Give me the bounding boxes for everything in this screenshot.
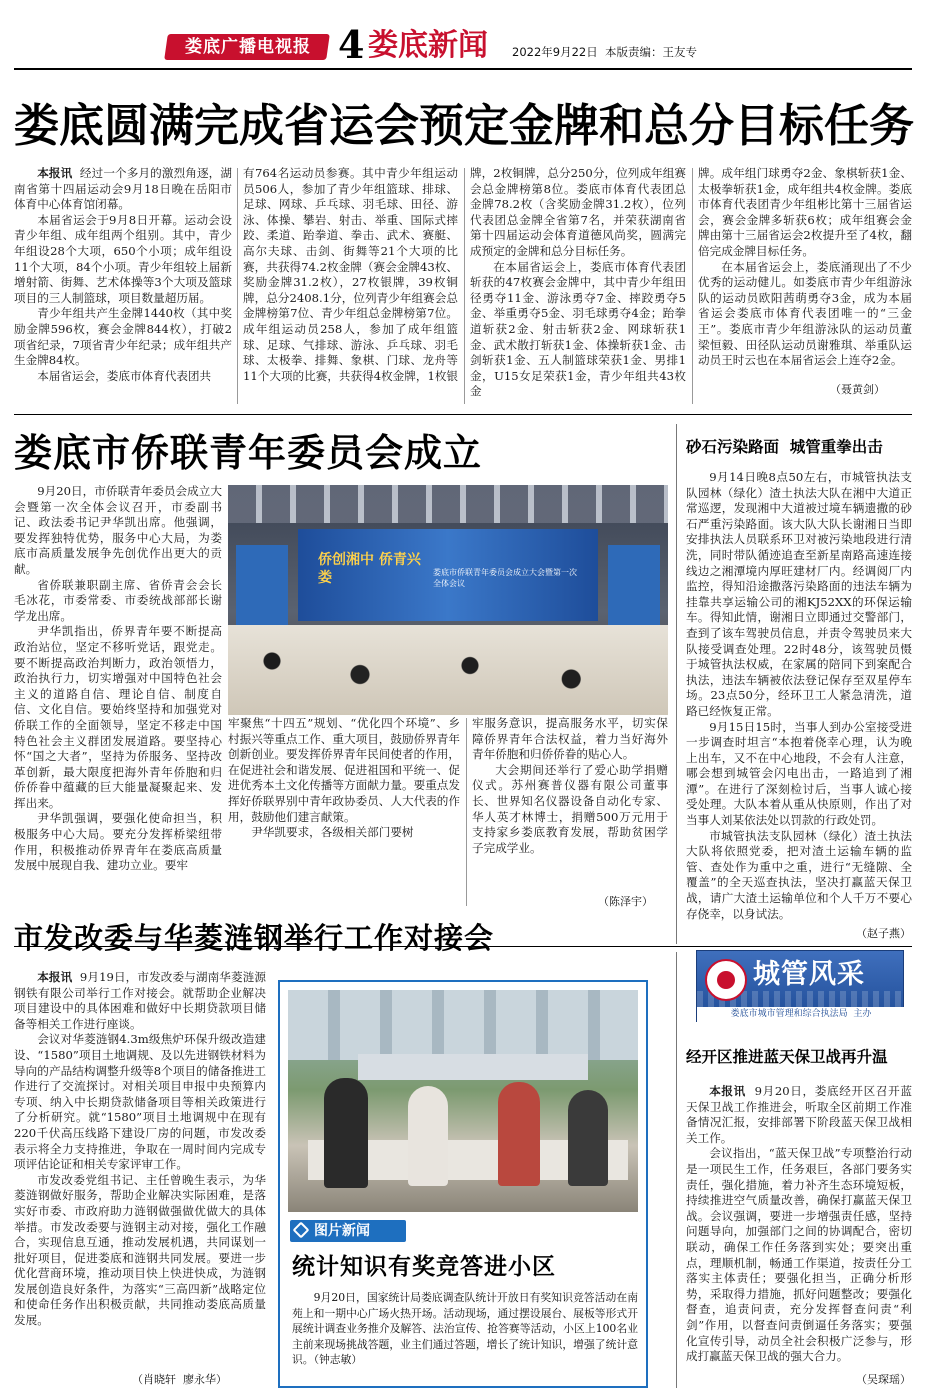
a6-p2: 会议指出，“蓝天保卫战”专项整治行动是一项民生工作，任务艰巨，各部门要务实责任，强化措施，着力补齐生态环境短板，持续推进空气质量改善，确保打赢蓝天保卫战。会议强调，要进一步增强责任感，坚持问题导向，加强部门之间的协调配合，密切联动，确保工作任务落到实处；要突出重点，理顺机制，畅通工作渠道，按责任分工落实主体责任；要强化担当，正确分析形势，采取得力措施，抓好问题整改；要强化督查，追责问责，充分发挥督查问责“利剑”作用，以督查问责倒逼任务落实；要强化宣传引导，动员全社会积极广泛参与，形成打赢蓝天保卫战的强大合力。 bbox=[686, 1146, 912, 1364]
a5-event-photo bbox=[288, 990, 638, 1212]
a4-p2: 会议对华菱涟钢4.3m级焦炉环保升级改造建设、“1580”项目土地调规、及以先进钢铁材料为导向的产品结构调整升级等8个项目的储备推进工作进行了交流探讨。对相关项目申报中央预算内专项、纳入中长期贷款储备项目等相关政策进行了分析研究。就“1580”项目土地调规中在现有220千伏高压线路下建设厂房的问题，市发改委表示将全力支持推进，争取在一周时间内完成专项评估论证和相关专家评审工作。 bbox=[14, 1032, 266, 1172]
section-rule bbox=[14, 414, 912, 415]
a5-caption: 9月20日，国家统计局娄底调查队统计开放日有奖知识竞答活动在南苑上和一期中心广场火热开场。活动现场，通过摆设展台、展板等形式开展统计调查业务推介及解答、法治宣传、抢答赛等活动，小区上100名业主前来现场挑战答题，业主们通过答题，增长了统计知识，增强了统计意识。 bbox=[292, 1291, 638, 1366]
a6-p1: 9月20日，娄底经开区召开蓝天保卫战工作推进会，听取全区前期工作准备情况汇报，安排部署下阶段蓝天保卫战相关工作。 bbox=[686, 1084, 912, 1145]
audience bbox=[228, 625, 668, 715]
a3-p1: 9月14日晚8点50左右，市城管执法支队园林（绿化）渣土执法大队在湘中大道正常巡逻，发现湘中大道被过境车辆遗撒的砂石严重污染路面。该大队大队长谢湘日当即安排执法人员联系环卫对被污染地段进行清洗，同时带队循迹追查至新星南路高速连接线边之湘潭境内厚旺建材厂内。经调阅厂内监控，得知沿途撒落污染路面的违法车辆为挂靠共享运输公司的湘KJ52XX的环保运输车。得知此情，谢湘日立即通过交警部门，查到了该车驾驶员信息，并责令驾驶员来大队接受调查处理。22时48分，该驾驶员慑于城管执法权威，在家属的陪同下到案配合执法，违法车辆被依法登记保存至双星停车场。23点50分，经环卫工人紧急清洗，道路已经恢复正常。 bbox=[686, 470, 912, 718]
a4-credit: （肖晓轩 廖永华） bbox=[132, 1373, 227, 1386]
date-editor: 2022年9月22日 本版责编：王友专 bbox=[512, 45, 698, 59]
a4-byline: 本报讯 bbox=[37, 970, 73, 984]
a6-body bbox=[686, 1084, 912, 1374]
headline-a3: 砂石污染路面 城管重拳出击 bbox=[686, 438, 883, 456]
a6-credit: （吴琛瑶） bbox=[852, 1372, 911, 1388]
a1-c4-p2: 在本届省运会上，娄底涌现出了不少优秀的运动健儿。如娄底市青少年组游泳队的运动员欧阳茜萌勇夺3金，成为本届省运会娄底市体育代表团唯一的“三金王”。娄底市青少年组游泳队的运动员董梁恒毅、田径队运动员谢雅琪、举重队运动员王时云也在本届省运会上连夺2金。 bbox=[698, 259, 912, 368]
a1-c2-p1: 有764名运动员参赛。其中青少年组运动员506人，参加了青少年组篮球、排球、足球、网球、乒乓球、羽毛球、田径、游泳、体操、攀岩、射击、举重、国际式摔跤、柔道、跆拳道、拳击、武术、赛艇、高尔夫球、击剑、街舞等21个大项的比赛，共获得74.2枚金牌（赛会金牌43枚、奖励金牌31.2枚），27枚银牌，39枚铜牌，总分2408.1分，位列青少年组赛会总金牌榜第7位、青少年组总金牌榜第7位。成年组运动员258人，参加了成年组篮球、足球、气排球、游泳、乒乓球、羽毛球、太极拳、排舞、象棋、门球、龙舟等11个大项的比赛，共获得4枚金牌，1枚银 bbox=[243, 166, 458, 383]
column-divider bbox=[692, 168, 693, 404]
a2-mid bbox=[228, 716, 460, 912]
a1-byline: 本报讯 bbox=[37, 166, 73, 180]
a6-byline: 本报讯 bbox=[709, 1084, 746, 1098]
banner-subtext: 娄底市侨联青年委员会成立大会暨第一次全体会议 bbox=[433, 568, 577, 588]
ceiling-lights bbox=[228, 485, 668, 523]
a1-col4 bbox=[698, 166, 912, 398]
a2-right-p2: 大会期间还举行了爱心助学捐赠仪式。苏州赛普仪器有限公司董事长、世界知名仪器设备自动化专家、华人英才林博士，捐赠500万元用于支持家乡娄底教育发展，帮助贫困学子完成学业。 bbox=[472, 762, 668, 855]
masthead bbox=[0, 0, 926, 80]
a5-credit: （钟志敏） bbox=[313, 1353, 363, 1366]
person-2 bbox=[408, 1086, 448, 1186]
person-3 bbox=[498, 1082, 540, 1186]
a2-meeting-photo bbox=[228, 485, 668, 715]
headline-a5: 统计知识有奖竞答进小区 bbox=[292, 1254, 556, 1280]
side-screen-left bbox=[236, 545, 288, 637]
a2-mid-p2: 尹华凯要求，各级相关部门要树 bbox=[251, 825, 414, 840]
page-number: 4 bbox=[338, 22, 365, 67]
a2-left-p3: 尹华凯指出，侨界青年要不断提高政治站位，坚定不移听党话，跟党走。要不断提高政治判断力，政治领悟力，政治执行力，切实增强对中国特色社会主义的道路自信、理论自信、制度自信、文化自信。要始终坚持和加强党对侨联工作的全面领导，坚定不移走中国特色社会主义群团发展道路。要坚持心怀“国之大者”，坚持为侨服务、坚持改革创新，最大限度把海外青年侨胞和归侨侨眷中蕴藏的巨大能量凝聚起来、发挥出来。 bbox=[14, 624, 222, 810]
column-divider bbox=[466, 718, 467, 906]
a2-right bbox=[472, 716, 668, 894]
a1-col2 bbox=[243, 166, 458, 412]
a1-c1-p1: 经过一个多月的激烈角逐，湖南省第十四届运动会9月18日晚在岳阳市体育中心体育馆闭幕。 bbox=[14, 166, 232, 212]
a1-c1-p4: 本届省运会，娄底市体育代表团共 bbox=[37, 368, 212, 383]
side-screen-right bbox=[608, 545, 660, 637]
person-1 bbox=[324, 1078, 368, 1188]
a1-col3 bbox=[470, 166, 686, 412]
chengguan-title: 城管风采 bbox=[753, 959, 865, 990]
chengguan-sponsor: 娄底市城市管理和综合执法局 主办 bbox=[697, 1007, 905, 1022]
a3-credit: （赵子燕） bbox=[852, 926, 911, 942]
person-4 bbox=[568, 1090, 608, 1186]
buildings bbox=[288, 990, 638, 1060]
a4-body bbox=[14, 970, 266, 1370]
a1-c3-p1: 牌，2枚铜牌，总分250分，位列成年组赛会总金牌榜第8位。娄底市体育代表团总金牌78.2枚（含奖励金牌31.2枚），位列代表团总金牌全省第7名，并荣获湖南省第十四届运动会体育道德风尚奖，圆满完成预定的金牌和总分目标任务。 bbox=[470, 166, 686, 258]
a2-left bbox=[14, 484, 222, 912]
a2-left-p1: 9月20日，市侨联青年委员会成立大会暨第一次全体会议召开，市委副书记、政法委书记尹华凯出席。他强调，要发挥独特优势，服务中心大局，为娄底市高质量发展争先创优作出更大的贡献。 bbox=[14, 484, 222, 576]
a2-left-p4: 尹华凯强调，要强化使命担当，积极服务中心大局。要充分发挥桥梁纽带作用，积极推动侨界青年在娄底高质量发展中展现自我、建功立业。要牢 bbox=[14, 811, 222, 873]
a1-c1-p2: 本届省运会于9月8日开幕。运动会设青少年组、成年组两个组别。其中，青少年组设28个大项，650个小项；成年组设11个大项，84个小项。青少年组较上届新增射箭、街舞、艺术体操等3个大项及篮球项目的三人制篮球，项目数量超历届。 bbox=[14, 212, 232, 305]
column-divider bbox=[237, 168, 238, 404]
a5-caption-block bbox=[292, 1290, 638, 1382]
chengguan-banner bbox=[696, 950, 904, 1022]
a3-p2: 9月15日15时，当事人到办公室接受进一步调查时坦言“本抱着侥幸心理，认为晚上出车，又不在中心地段，不会有人注意，哪会想到城管会闪电出击，一路追到了湘潭”。在进行了深刻检讨后，当事人诚心接受处理。大队本着从重从快原则，作出了对当事人刘某依法处以罚款的行政处罚。 bbox=[686, 719, 912, 828]
column-divider bbox=[464, 168, 465, 404]
headline-a6: 经开区推进蓝天保卫战再升温 bbox=[686, 1048, 888, 1066]
a2-mid-p1: 牢聚焦“十四五”规划、“优化四个环境”、乡村振兴等重点工作、重大项目，鼓励侨界青年创新创业。要发挥侨界青年民间使者的作用，在促进社会和谐发展、促进祖国和平统一、促进优秀本土文化传播等方面献力量。要重点发挥好侨联界别中青年政协委员、人大代表的作用，鼓励他们建言献策。 bbox=[228, 716, 460, 824]
column-divider bbox=[676, 952, 677, 1388]
a4-p3: 市发改委党组书记、主任曾晚生表示，为华菱涟钢做好服务，帮助企业解决实际困难，是落实好市委、市政府助力涟钢做强做优做大的具体举措。市发改委要与涟钢主动对接，强化工作融合，实现信息互通，推动发展机遇，共同谋划一批好项目，促进娄底和涟钢共同发展。要进一步优化营商环境，推动项目快上快进快成，为涟钢发展创造良好条件，为落实“三高四新”战略定位和使命任务作出积极贡献，共同推动娄底高质量发展。 bbox=[14, 1172, 266, 1328]
a2-credit: （陈泽宇） bbox=[598, 895, 653, 908]
a1-c3-p2: 在本届省运会上，娄底市体育代表团斩获的47枚赛会金牌中，其中青少年组田径勇夺11金、游泳勇夺7金、摔跤勇夺5金、举重勇夺5金、羽毛球勇夺4金；跆拳道斩获2金、射击斩获2金、网球斩获1金、武术散打斩获1金、体操斩获1金、击剑斩获1金、五人制篮球荣获1金、男排1金，U15女足荣获1金，青少年组共43枚金 bbox=[470, 259, 686, 399]
a4-p1: 9月19日，市发改委与湖南华菱涟源钢铁有限公司举行工作对接会。就帮助企业解决项目建设中的具体困难和做好中长期贷款项目储备等相关工作进行座谈。 bbox=[14, 970, 266, 1031]
a3-body bbox=[686, 470, 912, 932]
a1-c1-p3: 青少年组共产生金牌1440枚（其中奖励金牌596枚，赛会金牌844枚），打破2项省纪录，7项省青少年纪录；成年组共产生金牌84枚。 bbox=[14, 306, 232, 368]
tent bbox=[358, 1054, 588, 1080]
a1-col1 bbox=[14, 166, 232, 412]
photo-news-box bbox=[278, 980, 648, 1388]
headline-a2: 娄底市侨联青年委员会成立 bbox=[14, 431, 483, 475]
a2-right-p1: 牢服务意识，提高服务水平，切实保障侨界青年合法权益，着力当好海外青年侨胞和归侨侨眷的贴心人。 bbox=[472, 716, 668, 762]
headline-a4: 市发改委与华菱涟钢举行工作对接会 bbox=[14, 921, 495, 955]
emblem-icon bbox=[705, 959, 747, 1001]
a2-left-p2: 省侨联兼职副主席、省侨青会会长毛冰花，市委常委、市委统战部部长谢学龙出席。 bbox=[14, 577, 222, 623]
masthead-rule bbox=[14, 68, 912, 70]
paper-name: 娄底广播电视报 bbox=[185, 37, 311, 57]
photo-news-badge-label: 图片新闻 bbox=[314, 1223, 370, 1239]
a3-p3: 市城管执法支队园林（绿化）渣土执法大队将依照党委，把对渣土运输车辆的监管、查处作为重中之重，进行“无缝隙、全覆盖”的全天巡查执法，坚决打赢蓝天保卫战，请广大渣土运输单位和个人千万不要心存侥幸，以身试法。 bbox=[686, 828, 912, 921]
banner-text: 侨创湘中 侨青兴娄 bbox=[318, 552, 421, 586]
a1-c4-p1: 牌。成年组门球勇夺2金、象棋斩获1金、太极拳斩获1金，成年组共4枚金牌。娄底市体育代表团青少年组彬比第十三届省运会，赛会金牌多斩获6枚；成年组赛会金牌由第十三届省运会2枚提升至了4枚，翻倍完成金牌目标任务。 bbox=[698, 166, 912, 258]
emblem-inner bbox=[717, 971, 735, 989]
section-name: 娄底新闻 bbox=[368, 28, 488, 63]
column-divider bbox=[676, 424, 677, 944]
a1-credit: （聂黄剑） bbox=[830, 383, 885, 396]
headline-a1: 娄底圆满完成省运会预定金牌和总分目标任务 bbox=[14, 99, 915, 152]
